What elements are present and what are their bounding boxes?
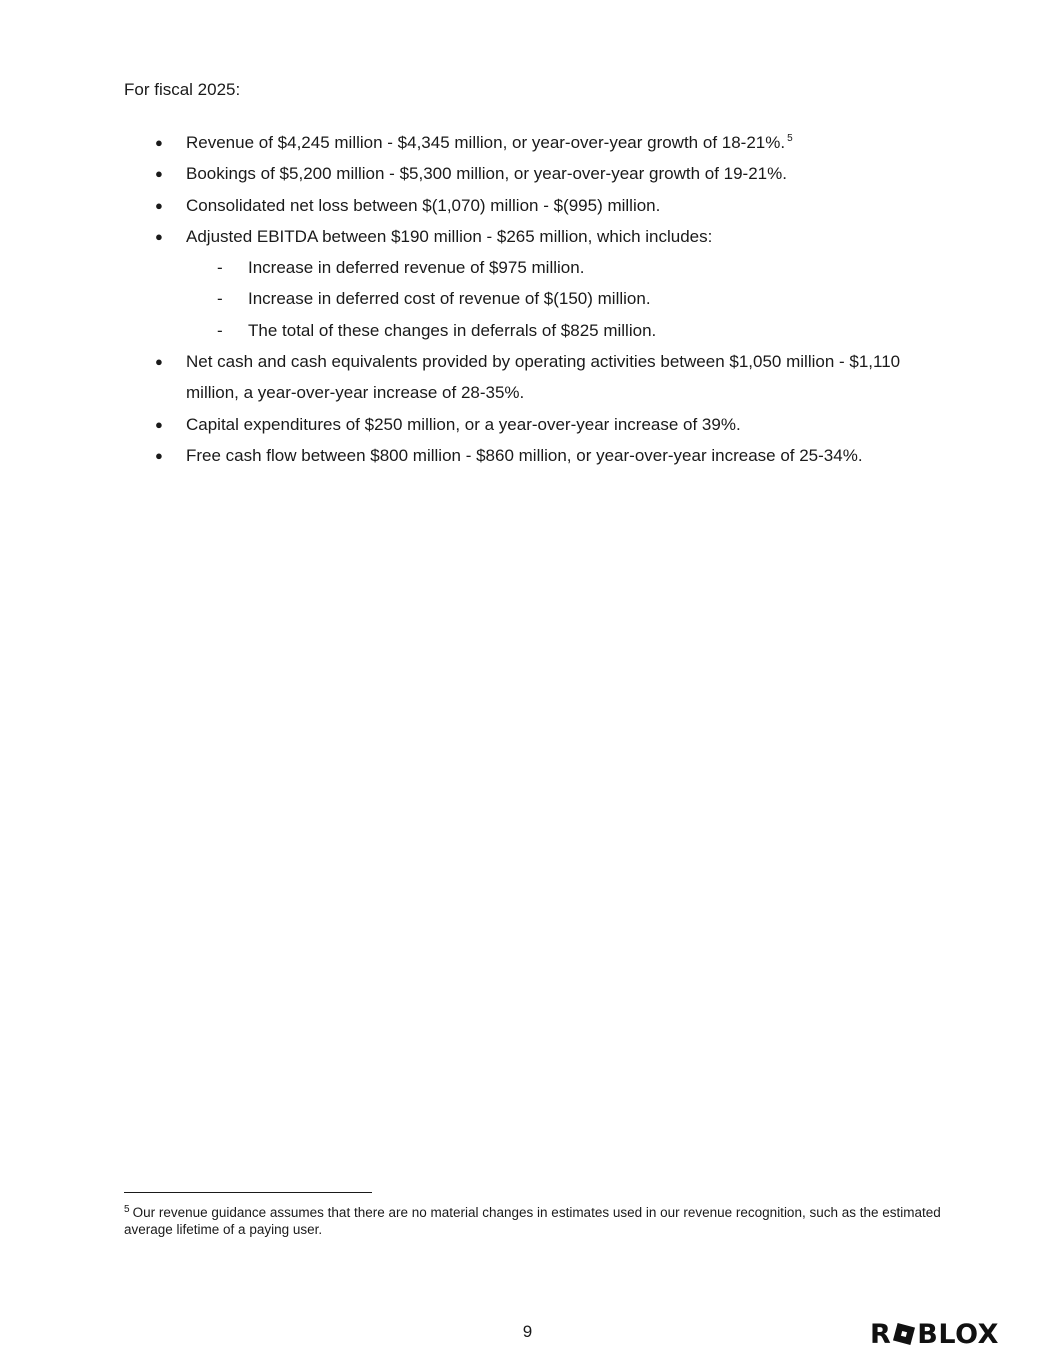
intro-text: For fiscal 2025: (124, 80, 241, 99)
bullet-text: Free cash flow between $800 million - $860 million, or year-over-year increase of 25-34%. (186, 445, 863, 465)
bullet-icon: ● (155, 416, 163, 432)
list-item (124, 158, 944, 189)
list-item (124, 190, 944, 221)
bullet-icon: ● (155, 135, 163, 150)
logo-tilted-square-icon (892, 1322, 916, 1346)
bullet-icon: ● (155, 166, 163, 182)
dash-icon: - (217, 289, 223, 309)
list-item (124, 346, 944, 409)
list-item (124, 440, 944, 471)
roblox-logo (870, 1320, 999, 1348)
sub-bullet-text: Increase in deferred cost of revenue of $(150) million. (248, 289, 651, 309)
footnote-divider (124, 1192, 372, 1193)
bullet-text: Revenue of $4,245 million - $4,345 million, or year-over-year growth of 18-21%. (186, 133, 786, 152)
list-item (124, 221, 944, 346)
bullet-text: Bookings of $5,200 million - $5,300 million, or year-over-year growth of 19-21%. (186, 164, 787, 184)
sub-list-item (124, 252, 944, 283)
dash-icon: - (217, 320, 223, 340)
list-item (124, 409, 944, 440)
footnote-text: Our revenue guidance assumes that there are no material changes in estimates used in our revenue recognition, such as the estimated average lifetime of a paying user. (124, 1205, 941, 1237)
footnote-number: 5 (124, 1204, 130, 1215)
guidance-list (124, 127, 944, 471)
page-number: 9 (522, 1322, 533, 1341)
sub-list-item (124, 315, 944, 346)
bullet-text: Capital expenditures of $250 million, or a year-over-year increase of 39%. (186, 414, 741, 434)
bullet-icon: ● (155, 447, 163, 463)
dash-icon: - (217, 258, 223, 278)
sub-list-item (124, 283, 944, 314)
bullet-text: Adjusted EBITDA between $190 million - $265 million, which includes: (186, 226, 713, 246)
sub-bullet-text: The total of these changes in deferrals of $825 million. (248, 320, 657, 340)
logo-letter-r: R (870, 1318, 892, 1350)
bullet-text: Net cash and cash equivalents provided by operating activities between $1,050 million - $1,110 million, a year-over-year increase of 28-35%. (186, 352, 901, 403)
bullet-text: Consolidated net loss between $(1,070) million - $(995) million. (186, 195, 661, 215)
bullet-icon: ● (155, 354, 163, 370)
footnote (124, 1204, 944, 1238)
bullet-icon: ● (155, 197, 163, 213)
list-item (124, 127, 944, 158)
sub-bullet-text: Increase in deferred revenue of $975 million. (248, 258, 585, 278)
footnote-reference[interactable]: 5 (787, 133, 793, 144)
logo-letters-blox: BLOX (917, 1318, 999, 1350)
bullet-icon: ● (155, 228, 163, 244)
